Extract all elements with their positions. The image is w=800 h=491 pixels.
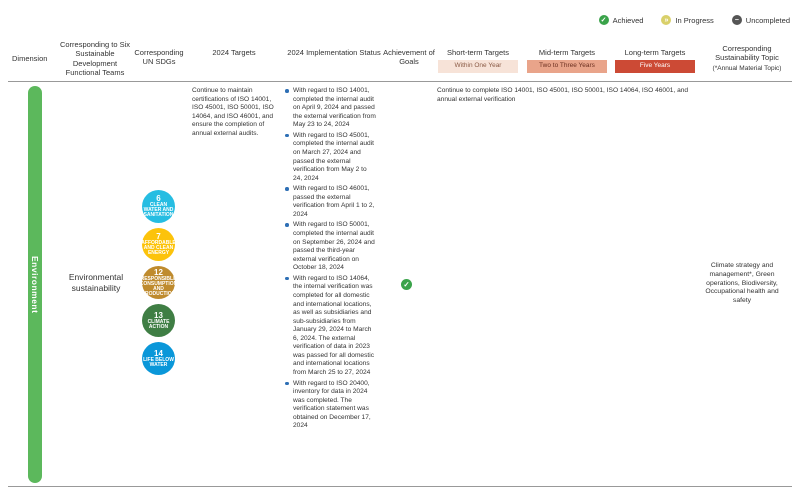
status-item: With regard to ISO 14001, completed the internal audit on April 9, 2024 and passed the external verification from May 23 to 24, 2024 (284, 87, 376, 130)
header-sdgs: Corresponding UN SDGs (134, 48, 184, 67)
header-mid-term-label: Mid-term Targets (538, 48, 596, 57)
header-short-term-tag: Within One Year (438, 60, 518, 72)
header-long-term-label: Long-term Targets (624, 48, 686, 57)
sdg-6-icon (142, 190, 175, 223)
header-dimension: Dimension (12, 54, 48, 63)
sdg-icons (139, 190, 178, 375)
header-topic-label: Corresponding Sustainability Topic (715, 44, 779, 63)
check-icon: ✓ (599, 15, 609, 25)
targets-text: Continue to maintain certifications of ISO 14001, ISO 45001, ISO 50001, ISO 14064, and ISO 46001, and ensure the completion of annual external audits. (192, 87, 274, 137)
sdg-label: AFFORDABLE AND CLEAN ENERGY (141, 240, 176, 256)
minus-icon: − (732, 15, 742, 25)
header-short-term (438, 48, 518, 73)
legend-uncompleted (732, 15, 790, 25)
header-topic-note: (*Annual Material Topic) (712, 64, 782, 72)
progress-icon: » (661, 15, 671, 25)
header-status: 2024 Implementation Status (287, 48, 381, 57)
header-short-term-label: Short-term Targets (447, 48, 509, 57)
status-item: With regard to ISO 46001, passed the external verification from April 1 to 2, 2024 (284, 185, 376, 219)
sdg-label: CLIMATE ACTION (147, 318, 170, 330)
header-achievement: Achievement of Goals (383, 48, 435, 67)
functional-team: Environmental sustainability (68, 272, 124, 294)
header-mid-term-tag: Two to Three Years (527, 60, 607, 72)
implementation-status-list (284, 87, 376, 433)
dimension-bar (28, 86, 42, 483)
legend-achieved (599, 15, 644, 25)
status-item: With regard to ISO 50001, completed the internal audit on September 26, 2024 and passed the third-year external verification on October 18, 2024 (284, 221, 376, 272)
status-item: With regard to ISO 45001, completed the internal audit on March 27, 2024 and passed the external verification from May 2 to 24, 2024 (284, 132, 376, 183)
short-term-target: Continue to complete ISO 14001, ISO 45001, ISO 50001, ISO 14064, ISO 46001, and annual external verification (437, 87, 689, 103)
header-teams: Corresponding to Six Sustainable Development Functional Teams (59, 40, 131, 78)
sdg-number: 7 (156, 232, 161, 241)
legend-in-progress (661, 15, 713, 25)
legend-achieved-label: Achieved (612, 15, 644, 25)
sdg-number: 6 (156, 194, 161, 203)
status-legend (599, 15, 790, 25)
header-mid-term (527, 48, 607, 73)
footer-divider (8, 486, 792, 487)
sustainability-topic: Climate strategy and management*, Green operations, Biodiversity, Occupational health and safety (705, 262, 779, 305)
sdg-number: 12 (154, 267, 163, 277)
sdg-12-icon (139, 266, 178, 299)
achieved-check-icon: ✓ (401, 279, 412, 290)
header-long-term-tag: Five Years (615, 60, 695, 72)
header-long-term (615, 48, 695, 73)
sdg-14-icon (142, 342, 175, 375)
sdg-label: CLEAN WATER AND SANITATION (143, 202, 174, 218)
header-divider (8, 81, 792, 82)
sdg-13-icon (142, 304, 175, 337)
dimension-label: Environment (30, 255, 40, 314)
legend-uncompleted-label: Uncompleted (745, 15, 790, 25)
status-item: With regard to ISO 14064, the internal verification was completed for all domestic and international locations, as well as subsidiaries and sub-subsidiaries from January 29, 2024 to March 6, 2024. The external verification of data in 2023 was passed for all domestic and international locations from March 25 to 27, 2024 (284, 275, 376, 378)
legend-in-progress-label: In Progress (675, 15, 714, 25)
header-targets: 2024 Targets (212, 48, 256, 57)
sdg-label: LIFE BELOW WATER (143, 356, 174, 368)
sdg-number: 14 (154, 348, 163, 358)
status-item: With regard to ISO 20400, inventory for data in 2024 was completed. The verification statement was obtained on December 17, 2024 (284, 380, 376, 431)
sdg-number: 13 (154, 310, 163, 320)
sdg-label: RESPONSIBLE CONSUMPTION AND PRODUCTION (139, 275, 178, 297)
header-topic (700, 44, 794, 73)
sdg-7-icon (142, 228, 175, 261)
